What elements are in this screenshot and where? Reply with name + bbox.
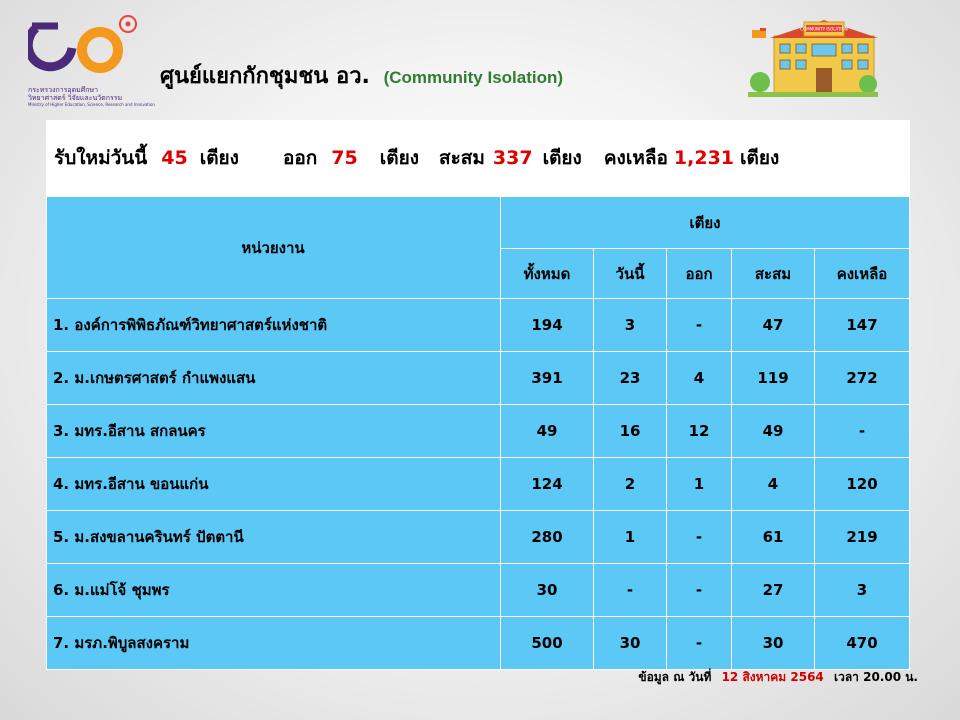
logo-line3: Ministry of Higher Education, Science, Research and Innovation [28,102,155,107]
unit-name: 4. มทร.อีสาน ขอนแก่น [47,458,501,511]
discharged-label: ออก [282,147,318,169]
table-row [47,299,910,352]
col-cumulative-header: สะสม [732,249,815,299]
data-timestamp [638,668,918,687]
logo-line2: วิทยาศาสตร์ วิจัยและนวัตกรรม [28,94,123,102]
cell-out: - [667,617,732,670]
cell-remaining: 3 [815,564,910,617]
table-row [47,511,910,564]
page-title [160,58,563,93]
table-row [47,352,910,405]
cell-total: 391 [501,352,594,405]
cell-today: 16 [594,405,667,458]
unit-name: 5. ม.สงขลานครินทร์ ปัตตานี [47,511,501,564]
table-row [47,458,910,511]
table-header-row [47,197,910,249]
cell-total: 194 [501,299,594,352]
beds-column-header: เตียง [501,197,910,249]
cell-out: - [667,511,732,564]
cell-out: - [667,564,732,617]
cell-cumulative: 49 [732,405,815,458]
cumulative-label: สะสม [438,147,485,169]
cell-total: 30 [501,564,594,617]
col-total-header: ทั้งหมด [501,249,594,299]
cell-remaining: 120 [815,458,910,511]
cell-cumulative: 47 [732,299,815,352]
mhesi-emblem-icon [28,10,148,85]
cell-cumulative: 27 [732,564,815,617]
cell-remaining: 147 [815,299,910,352]
cell-total: 49 [501,405,594,458]
cell-today: 1 [594,511,667,564]
cell-total: 280 [501,511,594,564]
table-row [47,405,910,458]
summary-bar [46,120,910,196]
cell-total: 500 [501,617,594,670]
cell-out: 12 [667,405,732,458]
title-english: (Community Isolation) [383,68,564,87]
cell-out: - [667,299,732,352]
table-row [47,617,910,670]
isolation-table [46,196,910,670]
logo-line1: กระทรวงการอุดมศึกษา [28,86,98,94]
cell-remaining: 219 [815,511,910,564]
unit-beds: เตียง [379,147,419,169]
remaining-label: คงเหลือ [603,147,668,169]
isolation-building-icon [748,12,878,97]
col-remaining-header: คงเหลือ [815,249,910,299]
cell-remaining: 470 [815,617,910,670]
table-row [47,564,910,617]
mhesi-logo [28,10,155,107]
discharged-value: 75 [331,147,358,169]
new-today-value: 45 [161,147,188,169]
unit-beds: เตียง [740,147,780,169]
new-today-label: รับใหม่วันนี้ [54,147,148,169]
unit-name: 6. ม.แม่โจ้ ชุมพร [47,564,501,617]
cell-today: 23 [594,352,667,405]
col-out-header: ออก [667,249,732,299]
cell-cumulative: 119 [732,352,815,405]
timestamp-prefix: ข้อมูล ณ วันที่ [638,670,712,684]
title-thai: ศูนย์แยกกักชุมชน อว. [160,64,370,89]
remaining-value: 1,231 [673,147,735,169]
col-today-header: วันนี้ [594,249,667,299]
unit-name: 3. มทร.อีสาน สกลนคร [47,405,501,458]
cell-today: - [594,564,667,617]
cell-cumulative: 4 [732,458,815,511]
cell-remaining: - [815,405,910,458]
cell-cumulative: 30 [732,617,815,670]
cell-total: 124 [501,458,594,511]
unit-beds: เตียง [542,147,582,169]
cell-today: 2 [594,458,667,511]
unit-name: 2. ม.เกษตรศาสตร์ กำแพงแสน [47,352,501,405]
cell-out: 4 [667,352,732,405]
unit-column-header: หน่วยงาน [47,197,501,299]
cell-today: 3 [594,299,667,352]
unit-name: 1. องค์การพิพิธภัณฑ์วิทยาศาสตร์แห่งชาติ [47,299,501,352]
cell-remaining: 272 [815,352,910,405]
timestamp-date: 12 สิงหาคม 2564 [721,670,824,684]
cell-today: 30 [594,617,667,670]
unit-beds: เตียง [199,147,239,169]
building-sign: COMMUNITY ISOLATION [800,26,848,32]
cumulative-value: 337 [492,147,533,169]
timestamp-time: เวลา 20.00 น. [833,670,918,684]
cell-cumulative: 61 [732,511,815,564]
cell-out: 1 [667,458,732,511]
unit-name: 7. มรภ.พิบูลสงคราม [47,617,501,670]
